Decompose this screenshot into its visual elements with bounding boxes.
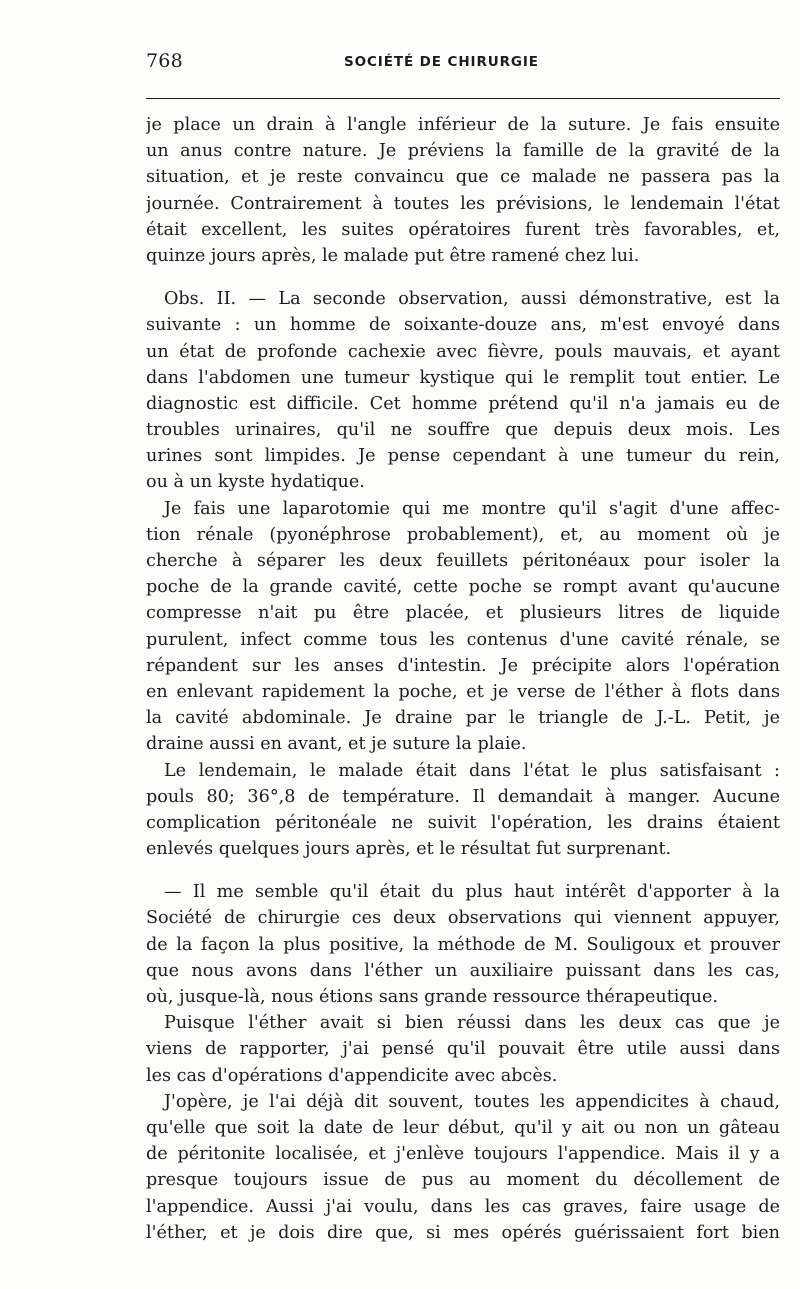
page-number: 768 — [146, 50, 183, 72]
header-rule — [146, 98, 780, 99]
text-line: Société de chirurgie ces deux observations qui viennent appuyer, — [146, 908, 780, 929]
text-line: presque toujours issue de pus au moment du décollement de — [146, 1170, 780, 1191]
text-line: de péritonite localisée, et j'enlève toujours l'appendice. Mais il y a — [146, 1144, 780, 1165]
text-line: où, jusque-là, nous étions sans grande ressource thérapeutique. — [146, 987, 719, 1007]
section-gap — [146, 269, 780, 286]
text-line: Puisque l'éther avait si bien réussi dans les deux cas que je — [164, 1013, 780, 1034]
text-line: diagnostic est difficile. Cet homme prétend qu'il n'a jamais eu de — [146, 393, 780, 414]
text-line: journée. Contrairement à toutes les prévisions, le lendemain l'état — [146, 193, 780, 214]
text-line: — Il me semble qu'il était du plus haut intérêt d'apporter à la — [164, 882, 780, 903]
text-line: était excellent, les suites opératoires furent très favorables, et, — [146, 219, 780, 240]
text-line: que nous avons dans l'éther un auxiliaire puissant dans les cas, — [146, 960, 780, 981]
text-line: viens de rapporter, j'ai pensé qu'il pouvait être utile aussi dans — [146, 1039, 780, 1060]
page-header — [146, 50, 780, 80]
text-line: quinze jours après, le malade put être ramené chez lui. — [146, 245, 640, 266]
text-line: Le lendemain, le malade était dans l'état le plus satisfaisant : — [164, 760, 780, 781]
text-line: purulent, infect comme tous les contenus d'une cavité rénale, se — [146, 629, 780, 650]
text-line: en enlevant rapidement la poche, et je verse de l'éther à flots dans — [146, 681, 780, 702]
section-gap — [146, 862, 780, 879]
text-line: Obs. II. — La seconde observation, aussi démonstrative, est la — [164, 289, 780, 310]
text-line: troubles urinaires, qu'il ne souffre que depuis deux mois. Les — [146, 420, 780, 441]
text-line: urines sont limpides. Je pense cependant à une tumeur du rein, — [146, 446, 780, 467]
text-line: situation, et je reste convaincu que ce malade ne passera pas la — [146, 167, 780, 188]
text-line: répandent sur les anses d'intestin. Je précipite alors l'opération — [146, 655, 780, 676]
text-line: J'opère, je l'ai déjà dit souvent, toutes les appendicites à chaud, — [164, 1091, 780, 1112]
text-line: l'appendice. Aussi j'ai voulu, dans les cas graves, faire usage de — [146, 1196, 780, 1217]
text-line: enlevés quelques jours après, et le résultat fut surprenant. — [146, 839, 672, 860]
text-line: dans l'abdomen une tumeur kystique qui le remplit tout entier. Le — [146, 367, 780, 388]
text-line: l'éther, et je dois dire que, si mes opérés guérissaient fort bien — [146, 1222, 780, 1243]
text-line: les cas d'opérations d'appendicite avec abcès. — [146, 1065, 558, 1086]
text-line: pouls 80; 36°,8 de température. Il demandait à manger. Aucune — [146, 786, 780, 807]
running-title: SOCIÉTÉ DE CHIRURGIE — [344, 54, 539, 70]
text-line: un anus contre nature. Je préviens la famille de la gravité de la — [146, 141, 780, 162]
text-line: poche de la grande cavité, cette poche se rompt avant qu'aucune — [146, 577, 780, 598]
text-line: de la façon la plus positive, la méthode de M. Souligoux et prouver — [146, 934, 780, 955]
body-text — [146, 112, 780, 1246]
text-line: je place un drain à l'angle inférieur de la suture. Je fais ensuite — [146, 115, 780, 135]
text-line: draine aussi en avant, et je suture la plaie. — [146, 734, 527, 755]
text-line: suivante : un homme de soixante-douze ans, m'est envoyé dans — [146, 315, 780, 336]
text-line: Je fais une laparotomie qui me montre qu'il s'agit d'une affec- — [164, 498, 780, 519]
text-line: complication péritonéale ne suivit l'opération, les drains étaient — [146, 812, 780, 833]
text-line: un état de profonde cachexie avec fièvre, pouls mauvais, et ayant — [146, 341, 780, 362]
text-line: tion rénale (pyonéphrose probablement), et, au moment où je — [146, 524, 780, 545]
text-line: compresse n'ait pu être placée, et plusieurs litres de liquide — [146, 603, 780, 624]
text-line: cherche à séparer les deux feuillets péritonéaux pour isoler la — [146, 551, 780, 571]
text-line: qu'elle que soit la date de leur début, qu'il y ait ou non un gâteau — [146, 1117, 780, 1138]
text-line: la cavité abdominale. Je draine par le triangle de J.-L. Petit, je — [146, 708, 780, 729]
text-line: ou à un kyste hydatique. — [146, 472, 365, 493]
